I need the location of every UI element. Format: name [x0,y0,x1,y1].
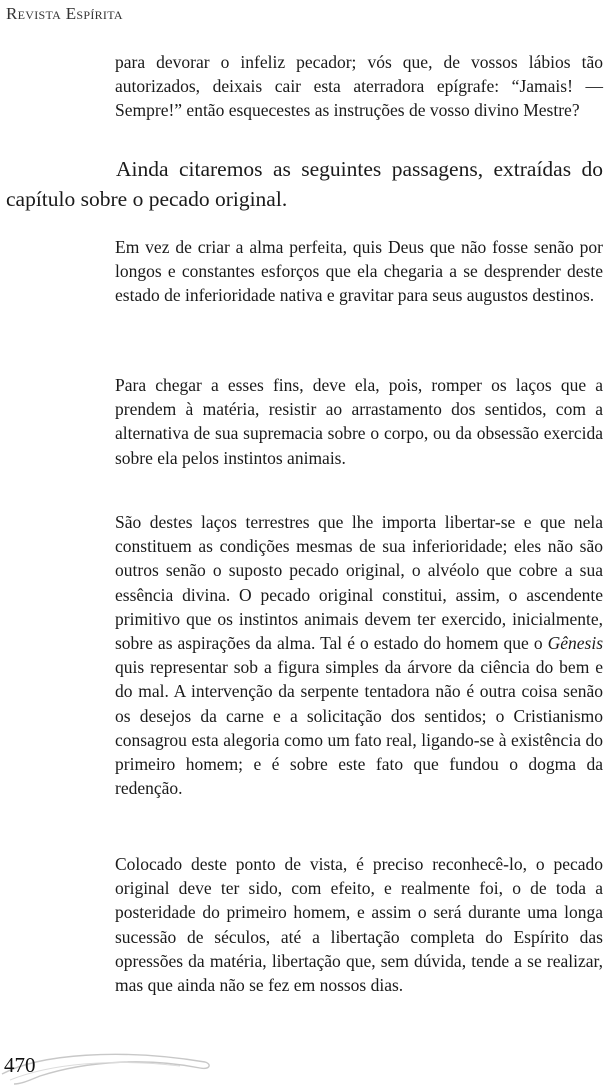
quoted-passage-4-text: Colocado deste ponto de vista, é preciso reconhecê-lo, o pecado original deve ter sido, com efeito, e realmente foi, o de toda a posteridade do primeiro homem, e assim o será durante uma longa sucessão de séculos, até a libertação completa do Espírito das opressões da matéria, libertação que, sem dúvida, tende a se realizar, mas que ainda não se fez em nossos dias. [115,854,603,996]
page-number: 470 [4,1053,36,1077]
quoted-passage-3 [115,510,603,800]
passage-3-text-start: São destes laços terrestres que lhe importa libertar-se e que nela constituem as condições mesmas de sua inferioridade; eles não são outros senão o suposto pecado original, o alvéolo que cobre a sua essência divina. O pecado original constitui, assim, o ascendente primitivo que os instintos animais devem ter exercido, inicialmente, sobre as aspirações da alma. Tal é o estado do homem que o [115,512,603,654]
intro-paragraph: Ainda citaremos as seguintes passagens, extraídas do capítulo sobre o pecado original. [6,157,603,211]
passage-3-text-end: quis representar sob a figura simples da árvore da ciência do bem e do mal. A intervenção da serpente tentadora não é outra coisa senão os desejos da carne e a solicitação dos sentidos; o Cristianismo consagrou esta alegoria como um fato real, ligando-se à existência do primeiro homem; e é sobre este fato que fundou o dogma da redenção. [115,657,603,799]
quoted-passage-1 [115,235,603,308]
quoted-passage-2-text: Para chegar a esses fins, deve ela, pois, romper os laços que a prendem à matéria, resistir ao arrastamento dos sentidos, com a alternativa de sua supremacia sobre o corpo, ou da obsessão exercida sobre ela pelos instintos animais. [115,375,603,468]
running-head-title: Revista Espírita [6,4,123,23]
quoted-passage-4 [115,852,603,997]
quoted-passage-1-text: Em vez de criar a alma perfeita, quis Deus que não fosse senão por longos e constantes esforços que ela chegaria a se desprender deste estado de inferioridade nativa e gravitar para seus augustos destinos. [115,237,603,306]
book-title-genesis: Gênesis [547,633,603,654]
quoted-passage-3-text [115,510,603,800]
quoted-passage-2 [115,373,603,470]
quote-continuation [115,50,603,123]
quote-continuation-text: para devorar o infeliz pecador; vós que, de vossos lábios tão autorizados, deixais cair esta aterradora epígrafe: “Jamais! — Sempre!” então esquecestes as instruções de vosso divino Mestre? [115,52,603,121]
